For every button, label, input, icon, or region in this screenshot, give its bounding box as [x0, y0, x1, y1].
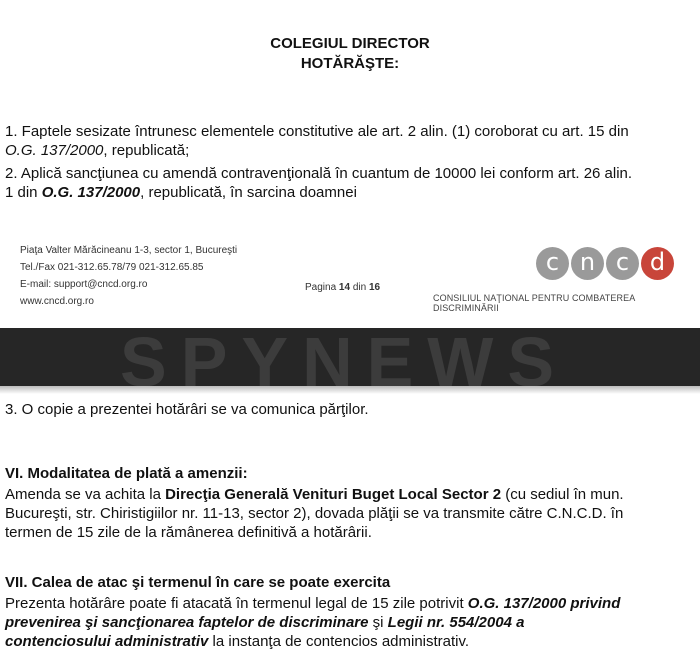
footer-website: www.cncd.org.ro — [20, 296, 94, 307]
item2-law-ref: O.G. 137/2000 — [41, 184, 141, 201]
paragraph-item-2 — [5, 164, 690, 202]
item1-text: 1. Faptele sesizate întrunesc elementele constitutive ale art. 2 alin. (1) coroborat cu art. 15 din — [5, 123, 629, 140]
section7-law-ref-2: Legii nr. 554/2004 a — [387, 614, 525, 631]
item1-law-ref: O.G. 137/2000 — [5, 142, 104, 159]
logo-letter-c2: c — [606, 247, 639, 280]
page-total: 16 — [368, 282, 381, 293]
footer-address: Piaţa Valter Mărăcineanu 1-3, sector 1, Bucureşti — [20, 245, 238, 256]
section7-text-end: la instanţa de contencios administrativ. — [208, 633, 470, 650]
watermark: SPYNEWS — [120, 323, 569, 401]
footer-phone: Tel./Fax 021-312.65.78/79 021-312.65.85 — [20, 262, 204, 273]
org-name: CONSILIUL NAŢIONAL PENTRU COMBATEREA DISCRIMINĂRII — [433, 293, 635, 313]
paragraph-item-3: 3. O copie a prezentei hotărâri se va comunica părţilor. — [5, 401, 369, 418]
cncd-logo — [536, 247, 674, 280]
logo-letter-n: n — [571, 247, 604, 280]
section6-line2: Bucureşti, str. Chiristigiilor nr. 11-13, sector 2), dovada plăţii se va transmite către C.N.C.D. în — [5, 505, 624, 522]
page-sep: din — [352, 282, 367, 293]
section-vii-body — [5, 594, 690, 651]
section6-line3: termen de 15 zile de la rămânerea definitivă a hotărârii. — [5, 524, 372, 541]
section7-text: Prezenta hotărâre poate fi atacată în termenul legal de 15 zile potrivit — [5, 595, 468, 612]
item2-text-end: , republicată, în sarcina doamnei — [140, 184, 357, 201]
section7-conj: şi — [368, 614, 388, 631]
footer-email: E-mail: support@cncd.org.ro — [20, 279, 148, 290]
item2-text-mid: 1 din — [5, 184, 42, 201]
item2-text: 2. Aplică sancţiunea cu amendă contravenţională în cuantum de 10000 lei conform art. 26 alin. — [5, 165, 633, 182]
section7-law-ref-2b: contenciosului administrativ — [5, 633, 209, 650]
logo-letter-d: d — [641, 247, 674, 280]
section-vi-heading: VI. Modalitatea de plată a amenzii: — [5, 465, 248, 482]
item1-text-end: , republicată; — [103, 142, 190, 159]
section7-law-ref-1b: prevenirea şi sancţionarea faptelor de discriminare — [5, 614, 369, 631]
page-footer — [0, 228, 700, 328]
paragraph-item-1 — [5, 122, 690, 160]
section-vi-body — [5, 485, 690, 542]
decision-title: COLEGIUL DIRECTOR — [270, 35, 430, 52]
decision-subtitle: HOTĂRĂŞTE: — [300, 55, 400, 72]
section6-institution: Direcţia Generală Venituri Buget Local Sector 2 — [165, 486, 502, 503]
logo-letter-c: c — [536, 247, 569, 280]
section6-text-end: (cu sediul în mun. — [501, 486, 624, 503]
section7-law-ref-1: O.G. 137/2000 privind — [467, 595, 621, 612]
section6-text: Amenda se va achita la — [5, 486, 166, 503]
page-current: 14 — [338, 282, 351, 293]
page-label: Pagina — [305, 282, 337, 293]
page-number — [305, 282, 380, 293]
section-vii-heading: VII. Calea de atac şi termenul în care se poate exercita — [5, 574, 391, 591]
